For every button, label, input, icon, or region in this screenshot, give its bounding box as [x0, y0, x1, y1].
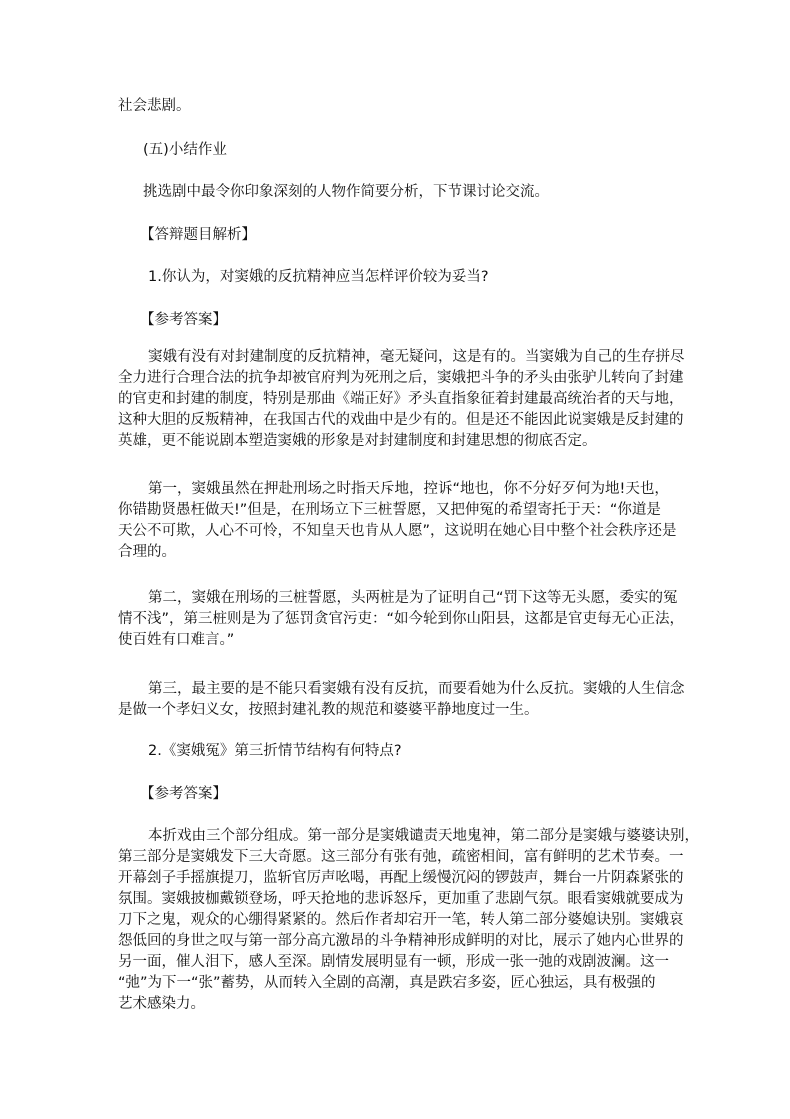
- text-line: (五)小结作业: [143, 142, 227, 158]
- paragraph-4: [118, 679, 693, 721]
- text-line: 窦娥有没有对封建制度的反抗精神，毫无疑问，这是有的。当窦娥为自己的生存拼尽: [148, 349, 685, 365]
- text-line: 英雄，更不能说剧本塑造窦娥的形象是对封建制度和封建思想的彻底否定。: [118, 433, 597, 449]
- text-line: 你错勘贤愚枉做天!”但是，在刑场立下三桩誓愿，又把伸冤的希望寄托于天：“你道是: [118, 502, 661, 518]
- intro-tail: [118, 96, 693, 117]
- paragraph-2: [118, 479, 693, 563]
- paragraph-1: [118, 347, 693, 452]
- text-line: 这种大胆的反叛精神，在我国古代的戏曲中是少有的。但是还不能因此说窦娥是反封建的: [118, 412, 684, 428]
- text-line: 的官吏和封建的制度，特别是那曲《端正好》矛头直指象征着封建最高统治者的天与地，: [118, 391, 684, 407]
- text-line: 开幕刽子手摇旗提刀，监斩官厉声吆喝，再配上缓慢沉闷的锣鼓声，舞台一片阴森紧张的: [118, 870, 684, 886]
- paragraph-5: [118, 826, 699, 1015]
- text-line: 【参考答案】: [140, 786, 227, 802]
- question-2: [148, 741, 723, 762]
- answer-label-2: [140, 784, 715, 805]
- homework-text: [143, 182, 718, 203]
- text-line: 情不浅”，第三桩则是为了惩罚贪官污吏：“如今轮到你山阳县，这都是官吏每无心正法，: [118, 611, 685, 627]
- paragraph-3: [118, 588, 693, 651]
- text-line: 怨低回的身世之叹与第一部分高亢激昂的斗争精神形成鲜明的对比，展示了她内心世界的: [118, 933, 684, 949]
- text-line: 第三部分是窦娥发下三大奇愿。这三部分有张有弛，疏密相间，富有鲜明的艺术节奏。一: [118, 849, 684, 865]
- text-line: 社会悲剧。: [118, 98, 191, 114]
- text-line: 第一，窦娥虽然在押赴刑场之时指天斥地，控诉“地也，你不分好歹何为地!天也，: [148, 481, 669, 497]
- text-line: 【参考答案】: [140, 312, 227, 328]
- analysis-header: [140, 225, 715, 246]
- text-line: 另一面，催人泪下，感人至深。剧情发展明显有一顿，形成一张一弛的戏剧波澜。这一: [118, 954, 669, 970]
- text-line: “弛”为下一“张”蓄势，从而转入全剧的高潮，真是跌宕多姿，匠心独运，具有极强的: [118, 975, 656, 991]
- text-line: 第二，窦娥在刑场的三桩誓愿，头两桩是为了证明自己“罚下这等无头愿，委实的冤: [148, 590, 678, 606]
- text-line: 氛围。窦娥披枷戴锁登场，呼天抢地的悲诉怒斥，更加重了悲剧气氛。眼看窦娥就要成为: [118, 891, 684, 907]
- text-line: 是做一个孝妇义女，按照封建礼教的规范和婆婆平静地度过一生。: [118, 702, 539, 718]
- text-line: 第三，最主要的是不能只看窦娥有没有反抗，而要看她为什么反抗。窦娥的人生信念: [148, 681, 685, 697]
- text-line: 1.你认为，对窦娥的反抗精神应当怎样评价较为妥当?: [148, 269, 489, 285]
- question-1: [148, 267, 723, 288]
- text-line: 【答辩题目解析】: [140, 227, 256, 243]
- text-line: 全力进行合理合法的抗争却被官府判为死刑之后，窦娥把斗争的矛头由张驴儿转向了封建: [118, 370, 684, 386]
- text-line: 刀下之鬼，观众的心绷得紧紧的。然后作者却宕开一笔，转人第二部分婆媳诀别。窦娥哀: [118, 912, 684, 928]
- text-line: 天公不可欺，人心不可怜，不知皇天也肯从人愿”，这说明在她心目中整个社会秩序还是: [118, 523, 677, 539]
- text-line: 挑选剧中最令你印象深刻的人物作简要分析，下节课讨论交流。: [143, 184, 549, 200]
- text-line: 2.《窦娥冤》第三折情节结构有何特点?: [148, 743, 402, 759]
- text-line: 合理的。: [118, 544, 176, 560]
- text-line: 艺术感染力。: [118, 996, 205, 1012]
- text-line: 本折戏由三个部分组成。第一部分是窦娥谴责天地鬼神，第二部分是窦娥与婆婆诀别，: [148, 828, 699, 844]
- section-title: [143, 140, 718, 161]
- text-line: 使百姓有口难言。”: [118, 632, 235, 648]
- answer-label-1: [140, 310, 715, 331]
